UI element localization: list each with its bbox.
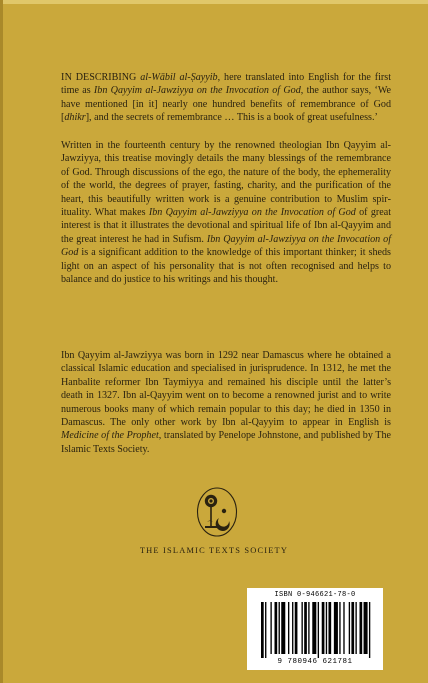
text-run: , here translated into English for the first time as	[61, 72, 392, 97]
other-work-title: Medicine of the Prophet	[61, 430, 159, 442]
cover-top-edge	[0, 0, 428, 4]
drop-cap: I	[61, 72, 65, 83]
text-run: is a significant addition to the knowledge of this important thinker; it sheds light on an aspect of his personality that is not often recognised and helps to balance and do justice to his writings and his thought.	[61, 247, 391, 286]
cover-spine-edge	[0, 0, 3, 683]
blurb-paragraph-3	[61, 349, 391, 456]
barcode-bars	[261, 602, 373, 658]
lead-smallcaps: N DESCRIBING	[64, 72, 141, 83]
text-run: Written in the fourteenth century by the renowned theologian Ibn Qayyim al-Jawziyya, this treatise movingly details the many blessings of the remembrance of God. Through discussions of the ego, the nature of the body, the ephemerality of the world, the degrees of prayer, fasting, charity, and the purification of the heart, this beautifully written work is a genuine contribution to Muslim spirituality. What makes	[61, 140, 391, 219]
palm-tree-crescent-icon	[196, 485, 238, 537]
blurb-paragraph-2	[61, 139, 391, 286]
text-run: ], and the secrets of remembrance … This is a book of great usefulness.’	[85, 112, 378, 124]
blurb-paragraph-1	[61, 71, 391, 125]
barcode-digits: 9 780946 621781	[277, 658, 353, 666]
english-title: Ibn Qayyim al-Jawziyya on the Invocation of God	[93, 85, 301, 97]
english-title: Ibn Qayyim al-Jawziyya on the Invocation of God	[61, 233, 392, 259]
isbn-number: ISBN 0-946621-78-0	[274, 591, 356, 599]
arabic-title: al-Wābil al-Ṣayyib	[140, 72, 218, 83]
text-run: of great interest is that it illustrates the devotional and spiritual life of Ibn al-Qayyim and the great interest he had in Sufism.	[61, 207, 391, 245]
english-title: Ibn Qayyim al-Jawziyya on the Invocation of God	[148, 207, 356, 219]
dhikr-term: dhikr	[64, 112, 86, 124]
barcode-label	[247, 588, 383, 670]
text-run: , translated by Penelope Johnstone, and published by The Islamic Texts Society.	[61, 430, 392, 455]
text-run: , the author says, ‘We have mentioned [in it] nearly one hundred benefits of remembrance of God [	[61, 85, 392, 124]
publisher-name: THE ISLAMIC TEXTS SOCIETY	[139, 546, 289, 555]
text-run: Ibn Qayyim al-Jawziyya was born in 1292 near Damascus where he obtained a classical Islamic education and specialised in jurisprudence. In 1312, he met the Hanbalite reformer Ibn Taymiyya and remained his disciple until the latter’s death in 1327. Ibn al-Qayyim went on to become a renowned jurist and to write numerous books many of which remain popular to this day; he died in 1350 in Damascus. The only other work by Ibn al-Qayyim to appear in English is	[61, 350, 391, 429]
